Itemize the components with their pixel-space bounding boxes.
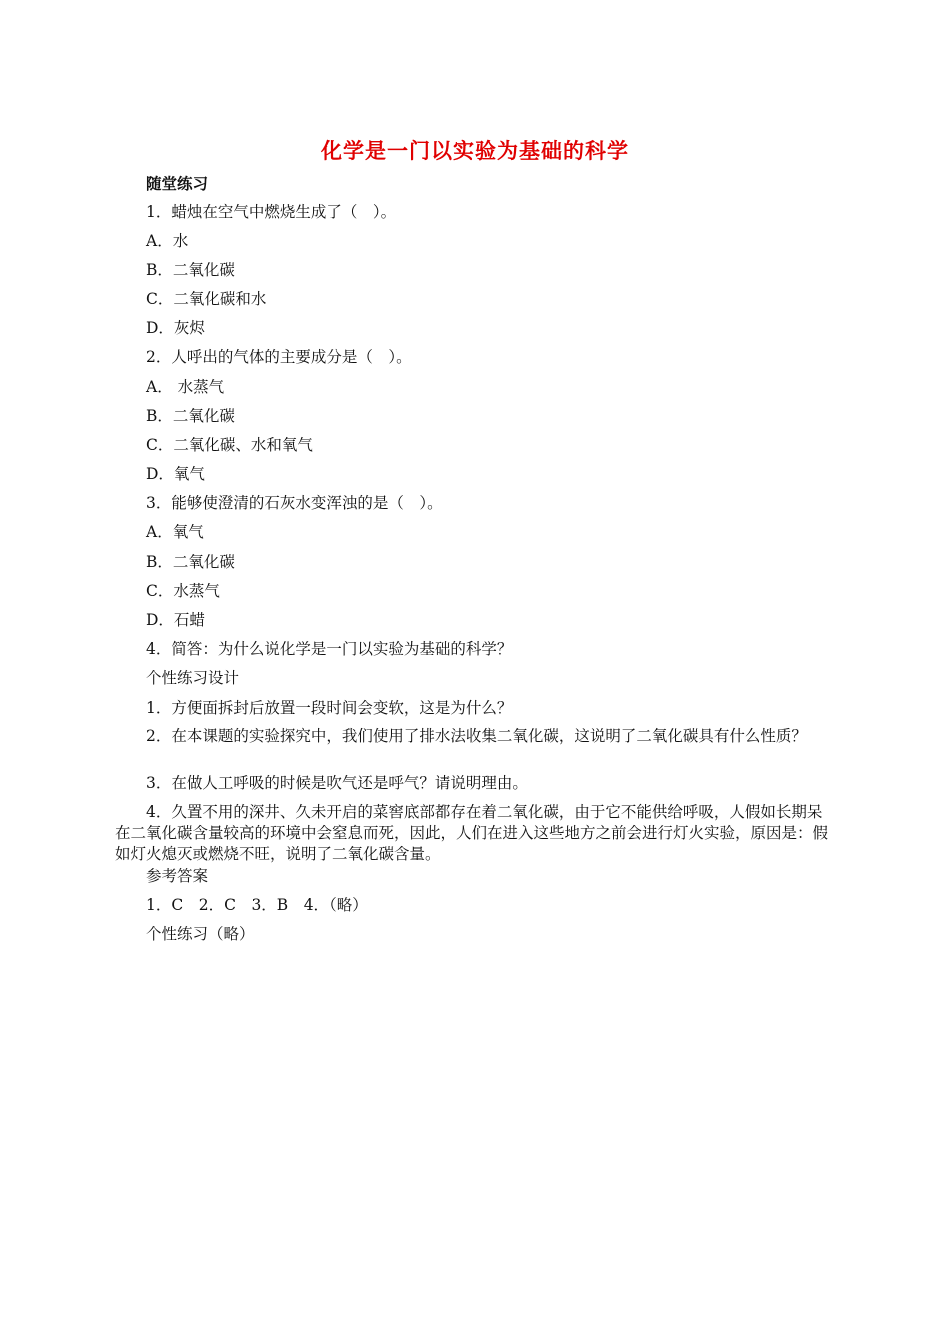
question-3-stem: 3．能够使澄清的石灰水变浑浊的是（ ）。	[146, 494, 443, 512]
question-3-option-d: D．石蜡	[146, 611, 205, 629]
question-2-option-d: D．氧气	[146, 465, 205, 483]
personal-question-1: 1．方便面拆封后放置一段时间会变软，这是为什么？	[146, 699, 513, 717]
question-3-option-a: A．氧气	[146, 523, 204, 541]
question-1-option-b: B．二氧化碳	[146, 261, 235, 279]
personal-question-3: 3．在做人工呼吸的时候是吹气还是呼气？请说明理由。	[146, 774, 528, 792]
question-3-option-c: C．水蒸气	[146, 582, 220, 600]
section-heading-practice: 随堂练习	[146, 175, 209, 193]
question-2-option-c: C．二氧化碳、水和氧气	[146, 436, 313, 454]
question-2-option-a: A． 水蒸气	[146, 378, 225, 396]
section-heading-answers: 参考答案	[146, 867, 209, 885]
question-2-stem: 2．人呼出的气体的主要成分是（ ）。	[146, 348, 412, 366]
personal-question-2: 2．在本课题的实验探究中，我们使用了排水法收集二氧化碳，这说明了二氧化碳具有什么性质？	[146, 727, 807, 745]
answer-key: 1．C 2．C 3．B 4．（略）	[146, 896, 368, 914]
page-title: 化学是一门以实验为基础的科学	[321, 139, 629, 163]
question-1-option-c: C．二氧化碳和水	[146, 290, 267, 308]
section-heading-personal: 个性练习设计	[146, 669, 240, 687]
question-2-option-b: B．二氧化碳	[146, 407, 235, 425]
question-1-option-d: D．灰烬	[146, 319, 205, 337]
personal-question-4: 4．久置不用的深井、久未开启的菜窖底部都存在着二氧化碳，由于它不能供给呼吸，人假如长期呆在二氧化碳含量较高的环境中会窒息而死，因此，人们在进入这些地方之前会进行灯火实验，原因是：假如灯火熄灭或燃烧不旺，说明了二氧化碳含量。	[115, 803, 829, 863]
question-4-stem: 4．简答：为什么说化学是一门以实验为基础的科学？	[146, 640, 513, 658]
question-1-stem: 1．蜡烛在空气中燃烧生成了（ ）。	[146, 203, 397, 221]
question-3-option-b: B．二氧化碳	[146, 553, 235, 571]
personal-answer: 个性练习（略）	[146, 925, 255, 943]
question-1-option-a: A．水	[146, 232, 189, 250]
